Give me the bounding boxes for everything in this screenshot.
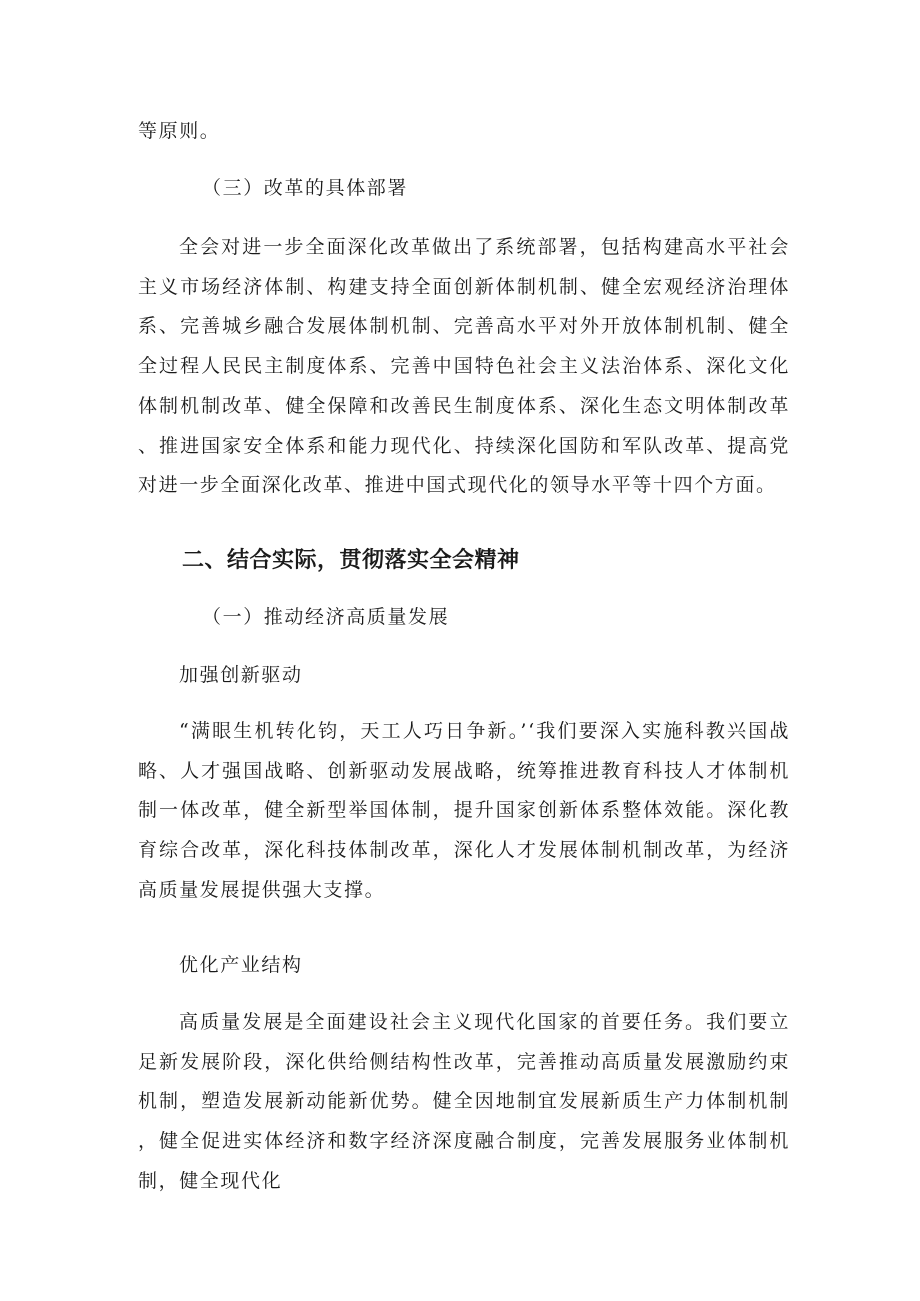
topic-innovation-drive: 加强创新驱动 [179, 664, 303, 686]
paragraph-innovation: “满眼生机转化钧，天工人巧日争新。’‘我们要深入实施科教兴国战略、人才强国战略、创新驱动发展战略，统筹推进教育科技人才体制机制一体改革，健全新型举国体制，提升国家创新体系整体效能。深化教育综合改革，深化科技体制改革，深化人才发展体制机制改革，为经济高质量发展提供强大支撑。 [138, 720, 790, 901]
section-heading-implement: 二、结合实际，贯彻落实全会精神 [182, 548, 520, 573]
paragraph-industry: 高质量发展是全面建设社会主义现代化国家的首要任务。我们要立足新发展阶段，深化供给侧结构性改革，完善推动高质量发展激励约束机制，塑造发展新动能新优势。健全因地制宜发展新质生产力体制机制，健全促进实体经济和数字经济深度融合制度，完善发展服务业体制机制，健全现代化 [138, 1011, 790, 1192]
paragraph-deployment: 全会对进一步全面深化改革做出了系统部署，包括构建高水平社会主义市场经济体制、构建支持全面创新体制机制、健全宏观经济治理体系、完善城乡融合发展体制机制、完善高水平对外开放体制机制、健全全过程人民民主制度体系、完善中国特色社会主义法治体系、深化文化体制机制改革、健全保障和改善民生制度体系、深化生态文明体制改革、推进国家安全体系和能力现代化、持续深化国防和军队改革、提高党对进一步全面深化改革、推进中国式现代化的领导水平等十四个方面。 [138, 236, 790, 497]
subheading-economic-development: （一）推动经济高质量发展 [202, 606, 450, 628]
subheading-specific-deployment: （三）改革的具体部署 [202, 177, 409, 199]
topic-industry-structure: 优化产业结构 [179, 954, 303, 976]
line-continuation: 等原则。 [138, 120, 221, 142]
